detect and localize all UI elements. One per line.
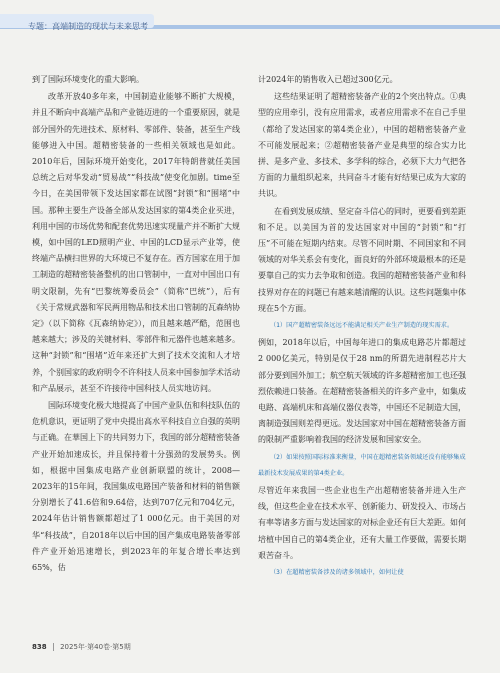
left-paragraph-3: 国际环境变化极大地提高了中国产业队伍和科技队伍的危机意识，更证明了党中央提出高水平科技自立自强的英明与正确。在華国上下的共同努力下，我国的部分超精密装备产业开始加速成长，并且保持着十分强劲的发展势头。例如，根据中国集成电路产业创新联盟的统计，2008—2023年的15年间，我国集成电路国产装备和材料的销售额分别增长了41.6倍和9.64倍，达到707亿元和704亿元，2024年估计销售额都超过了1 000亿元。由于美国的对华“科技战”，自2018年以后中国的国产集成电路装备零部件产业开始迅速增长，到2023年的年复合增长率达到65%，估 bbox=[32, 401, 240, 573]
right-paragraph-5: 尽管近年来我国一些企业也生产出超精密装备并进入生产线，但这些企业在技术水平、创新能力、研发投入、市场占有率等诸多方面与发达国家的对标企业还有巨大差距。如何培植中国自己的第4类企业，还有大量工作要做，需要长期艰苦奋斗。 bbox=[258, 486, 466, 560]
left-paragraph-1: 到了国际环境变化的重大影响。 bbox=[32, 75, 144, 84]
footer-divider bbox=[53, 643, 54, 651]
page-header bbox=[0, 0, 500, 40]
page-footer bbox=[32, 642, 468, 658]
page-number: 838 bbox=[32, 643, 47, 651]
header-title: 专题：高端制造的现状与未来思考 bbox=[28, 22, 148, 31]
left-paragraph-2: 改革开放40多年来，中国制造业能够不断扩大规模，并且不断向中高端产品和产业链迈进的一个重要原因，就是部分国外的先进技术、原材料、零部件、装备，甚至生产线能够进入中国。超精密装备的一些相关领域也是如此。2010年后，国际环境开始变化，2017年特朗普就任美国总统之后对华发动“贸易战”“科技战”使变化加剧。time至今日，在美国带领下发达国家都在试图“封锁”和“围堵”中国。那种主要生产设备全部从发达国家的第4类企业买进，利用中国的市场优势和配套优势迅速实现量产并不断扩大规模，如中国的LED照明产业、中国的LCD显示产业等，使终端产品横扫世界的大环境已不复存在。西方国家在用于加工制造的超精密装备整机的出口管制中，一直对中国出口有明文限制，先有“巴黎统筹委员会”（简称“巴统”），后有《关于常规武器和军民两用物品和技术出口管制的瓦森纳协定》（以下简称《瓦森纳协定》），而且越来越严酷，范围也越来越大；涉及的关键材料、零部件和元器件也越来越多。这种“封锁”和“围堵”近年来还扩大到了技术交流和人才培养，个别国家的政府明令不许科技人员来中国参加学术活动和产品展示，甚至不许接待中国科技人员实地访问。 bbox=[32, 92, 240, 393]
right-column bbox=[258, 72, 466, 622]
highlight-point-1: （1）国产超精密装备远远不能满足相关产业生产制造的现实需求。 bbox=[270, 322, 454, 330]
right-paragraph-2: 这些结果证明了超精密装备产业的2个突出特点。①典型的应用牵引，没有应用需求，或者应用需求不在自己手里（都给了发达国家的第4类企业），中国的超精密装备产业不可能发展起来；②超精密装备产业是典型的综合实力比拼、是多产业、多技术、多学科的综合，必须下大力气把各方面的力量组织起来，共同奋斗才能有好结果已成为大家的共识。 bbox=[258, 92, 466, 199]
issue-info: 2025年·第40卷·第5期 bbox=[60, 643, 131, 651]
right-paragraph-1: 计2024年的销售收入已超过300亿元。 bbox=[258, 75, 398, 84]
left-column bbox=[32, 72, 240, 622]
header-tab bbox=[0, 14, 154, 31]
highlight-point-2: （2）如果按照国际标准来衡量，中国在超精密装备领域还没有能够集成最新技术发展成果的第4类企业。 bbox=[258, 453, 466, 477]
right-paragraph-3: 在看到发展成绩、坚定奋斗信心的同时，更要看到差距和不足。以美国为首的发达国家对中国的“封锁”和“打压”不可能在短期内结束。尽管不同时期、不同国家和不同领域的对华关系会有变化，面良好的外部环境最根本的还是要靠自己的实力去争取和创造。我国的超精密装备产业和科技界对存在的问题已有越来越清醒的认识。这些问题集中体现在5个方面。 bbox=[258, 206, 466, 313]
highlight-point-3: （3）在超精密装备涉及的诸多领域中，如何让使 bbox=[270, 569, 404, 577]
right-paragraph-4: 例如，2018年以后，中国每年进口的集成电路芯片都超过2 000亿美元，特别是仅于28 nm的所谓先进制程芯片大部分要到国外加工；航空航天领域的许多超精密加工也还强烈依赖进口装备。在超精密装备相关的许多产业中，如集成电路、高端机床和高端仪器仪表等，中国还不足制造大国，离制造强国则差得更远。发达国家对中国在超精密装备方面的限制严重影响着我国的经济发展和国家安全。 bbox=[258, 338, 466, 445]
